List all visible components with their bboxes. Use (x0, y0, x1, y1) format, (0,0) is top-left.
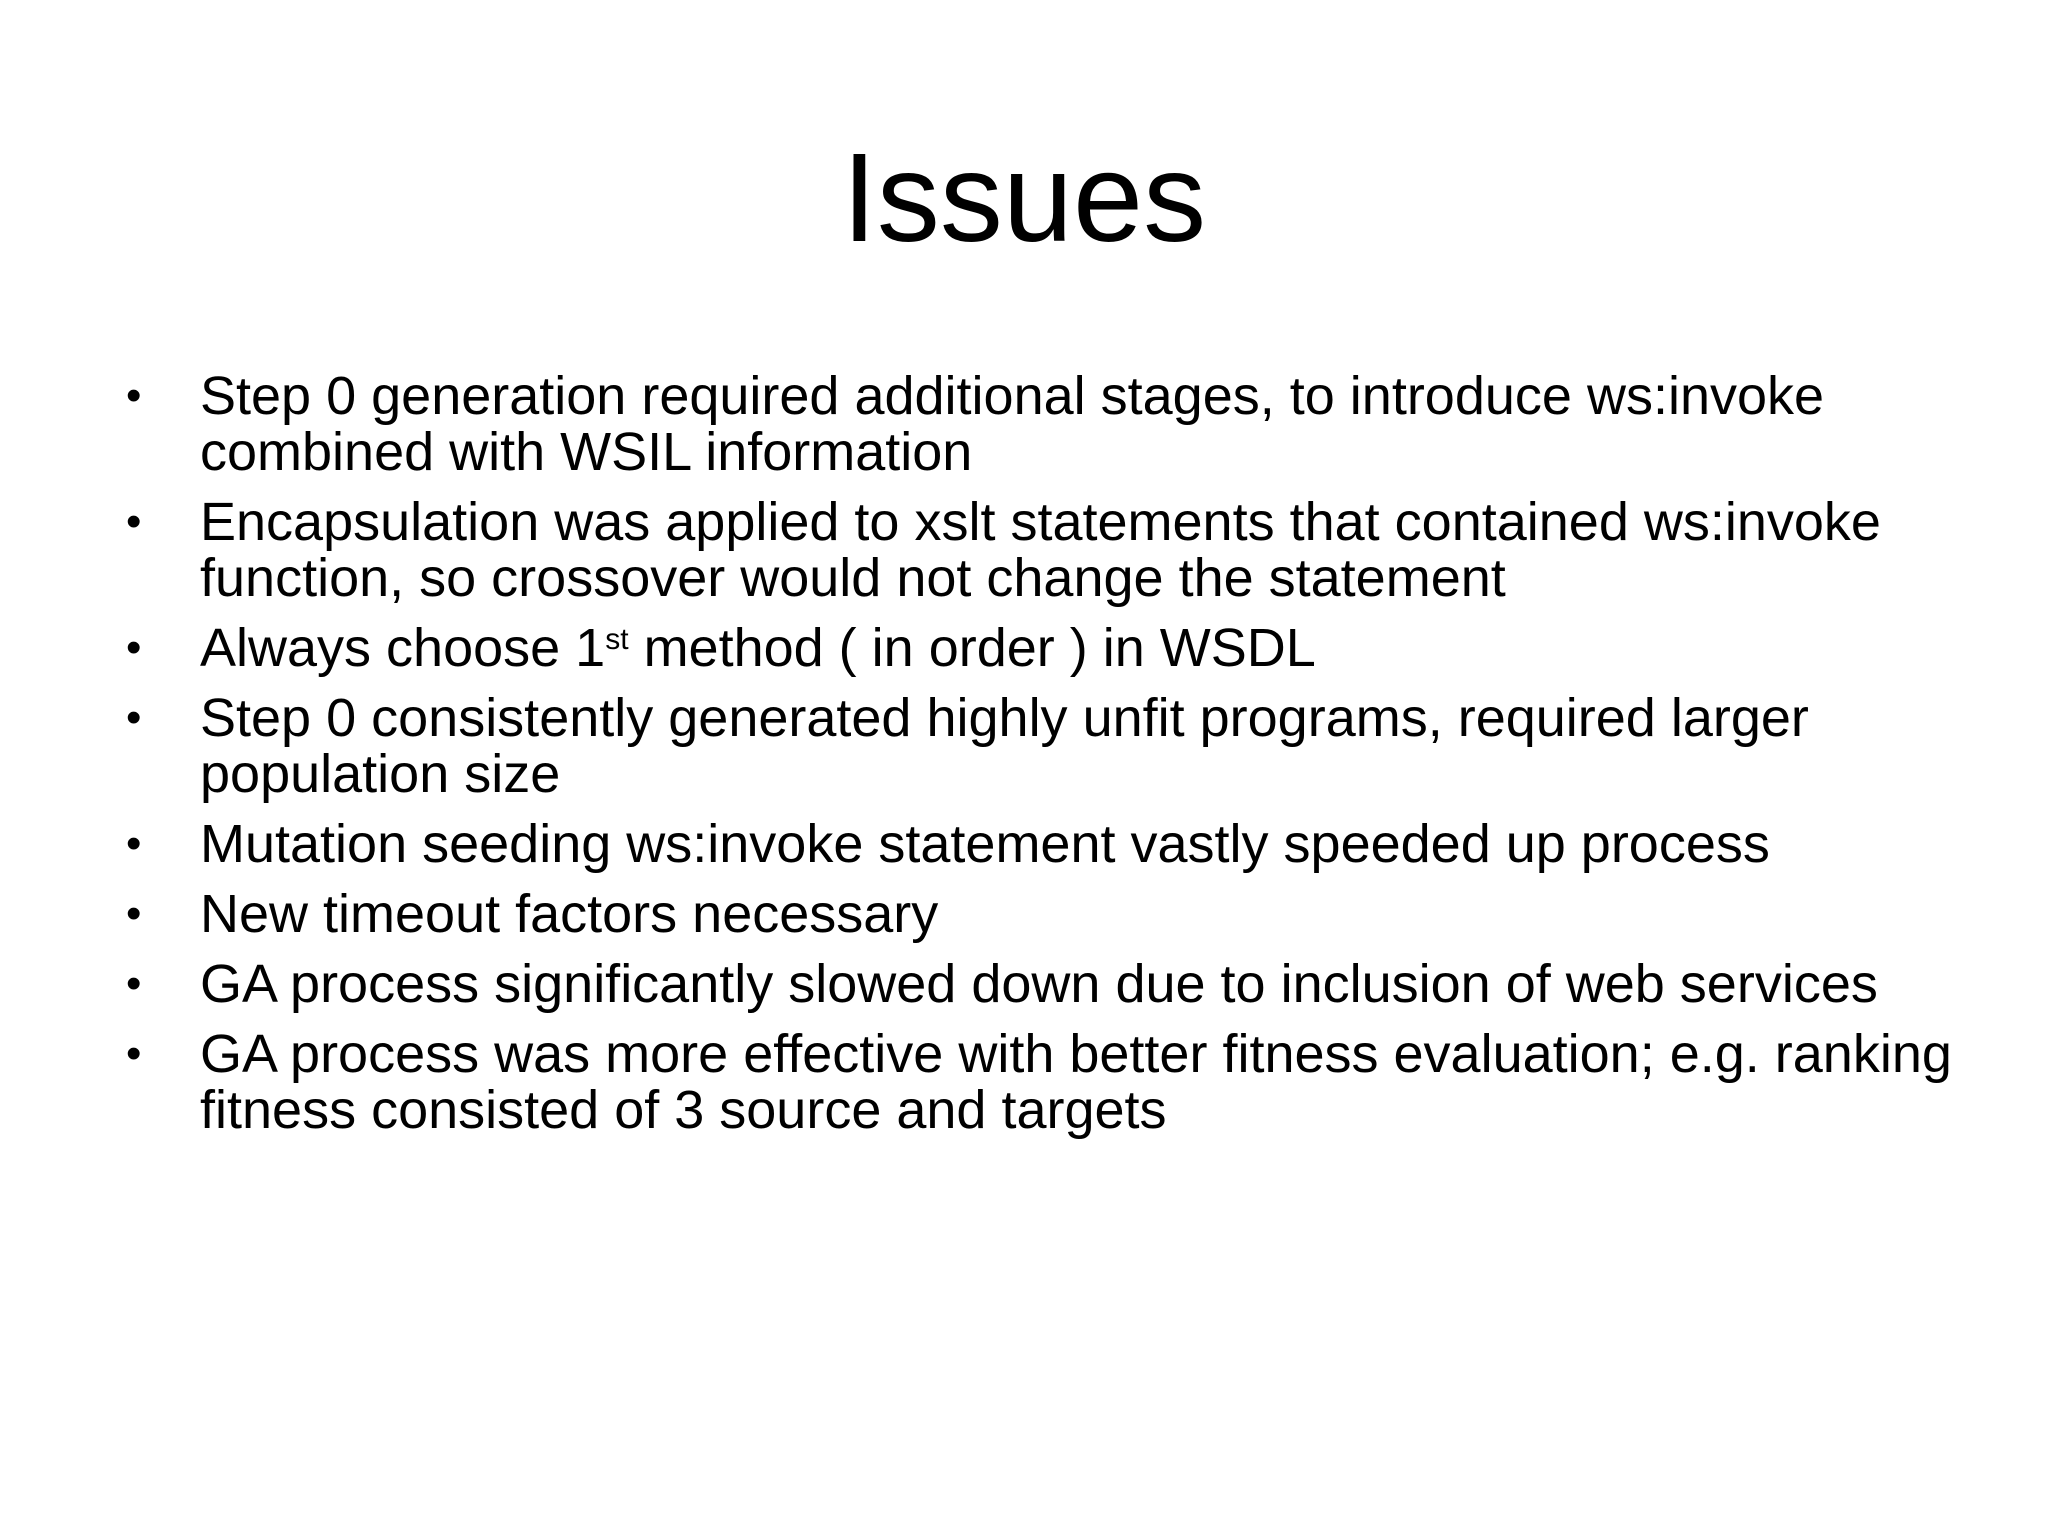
bullet-icon: • (126, 1029, 142, 1078)
bullet-icon: • (126, 693, 142, 742)
bullet-text: Step 0 generation required additional stages, to introduce ws:invoke combined with WSIL information (200, 366, 1825, 482)
bullet-text: Step 0 consistently generated highly unfit programs, required larger population size (200, 688, 1809, 804)
bullet-item (118, 886, 1978, 942)
bullet-list (118, 368, 1978, 1152)
bullet-text: GA process was more effective with better fitness evaluation; e.g. ranking fitness consisted of 3 source and targets (200, 1024, 1952, 1140)
bullet-text-after: method ( in order ) in WSDL (628, 618, 1316, 678)
bullet-item (118, 368, 1978, 480)
bullet-icon: • (126, 959, 142, 1008)
bullet-text: Encapsulation was applied to xslt statements that contained ws:invoke function, so crossover would not change the statement (200, 492, 1881, 608)
bullet-text: New timeout factors necessary (200, 884, 939, 944)
bullet-icon: • (126, 371, 142, 420)
bullet-icon: • (126, 623, 142, 672)
bullet-item (118, 1026, 1978, 1138)
bullet-icon: • (126, 497, 142, 546)
slide-title: Issues (841, 127, 1207, 268)
bullet-item (118, 956, 1978, 1012)
ordinal-superscript: st (605, 623, 629, 656)
bullet-text-before: Always choose 1 (200, 618, 606, 678)
bullet-icon: • (126, 819, 142, 868)
bullet-item (118, 816, 1978, 872)
bullet-item (118, 494, 1978, 606)
bullet-text: Mutation seeding ws:invoke statement vastly speeded up process (200, 814, 1770, 874)
bullet-item (118, 620, 1978, 676)
bullet-text: GA process significantly slowed down due to inclusion of web services (200, 954, 1878, 1014)
bullet-item (118, 690, 1978, 802)
bullet-text (200, 618, 1316, 678)
bullet-icon: • (126, 889, 142, 938)
